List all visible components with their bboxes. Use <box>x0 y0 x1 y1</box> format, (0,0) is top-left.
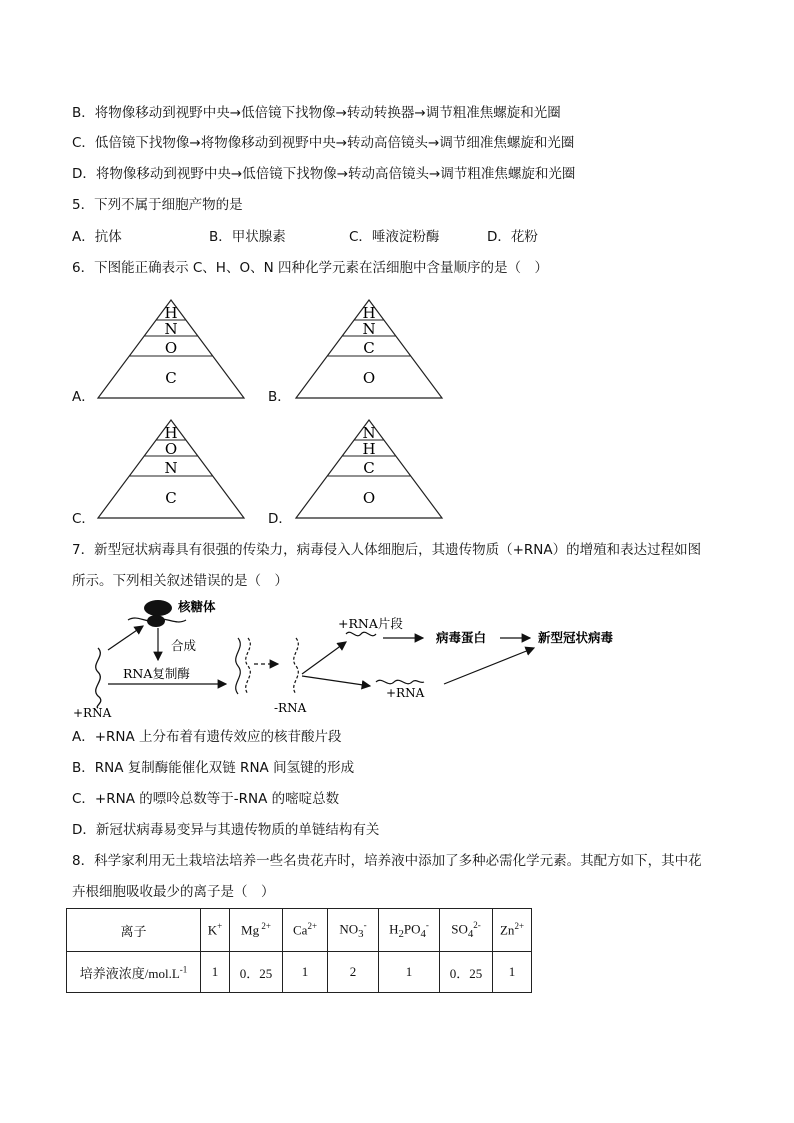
plus-rna-right-label: +RNA <box>386 686 425 700</box>
replicase-label: RNA复制酶 <box>123 666 190 681</box>
minus-rna-strand <box>294 638 299 694</box>
ion-cell: $Zn^{2+}$ <box>493 909 532 952</box>
q7-option-b: B．RNA 复制酶能催化双链 RNA 间氢键的形成 <box>72 760 355 776</box>
table-row <box>67 952 532 993</box>
minus-rna-label: -RNA <box>274 701 307 715</box>
q7-option-c: C．+RNA 的嘌呤总数等于-RNA 的嘧啶总数 <box>72 791 340 807</box>
q8-stem-line1: 8．科学家利用无土栽培法培养一些名贵花卉时，培养液中添加了多种必需化学元素。其配方如下，其中花 <box>72 853 702 869</box>
pyramid-b-layer-2: N <box>362 320 376 338</box>
pyramid-d <box>294 418 444 520</box>
pyramid-c <box>96 418 246 520</box>
value-cell: 1 <box>379 952 440 993</box>
pyramid-d-layer-2: H <box>362 440 376 458</box>
pyramid-a-layer-3: O <box>164 339 178 357</box>
q6-option-a-label: A． <box>72 389 95 405</box>
ion-concentration-table <box>66 908 532 993</box>
q7-option-a: A．+RNA 上分布着有遗传效应的核苷酸片段 <box>72 729 342 745</box>
pyramid-b-layer-3: C <box>363 339 375 357</box>
ion-cell: $NO_3^-$ <box>328 909 379 952</box>
double-strand-solid <box>236 638 241 694</box>
ion-cell: $H_2PO_4^-$ <box>379 909 440 952</box>
q7-option-d: D．新冠状病毒易变异与其遗传物质的单链结构有关 <box>72 822 380 838</box>
plus-rna-fragment-label: +RNA片段 <box>338 616 403 631</box>
q6-option-c-label: C． <box>72 511 95 527</box>
double-strand-dashed <box>246 638 251 694</box>
q6-stem: 6．下图能正确表示 C、H、O、N 四种化学元素在活细胞中含量顺序的是（ ） <box>72 260 548 276</box>
plus-rna-bottom-label: +RNA <box>73 706 112 720</box>
ribosome-label: 核糖体 <box>178 599 216 614</box>
value-cell: 2 <box>328 952 379 993</box>
table-header-concentration: 培养液浓度$/mol.L^{-1}$ <box>67 952 201 993</box>
pyramid-b-layer-4: O <box>362 369 376 387</box>
rna-replication-diagram <box>68 598 668 724</box>
q5-option-a: A．抗体 <box>72 229 122 245</box>
plus-rna-strand-left <box>96 648 101 708</box>
ion-cell: K+ <box>201 909 230 952</box>
ion-cell: $Ca^{2+}$ <box>283 909 328 952</box>
value-cell: 1 <box>493 952 532 993</box>
pyramid-c-layer-4: C <box>165 489 177 507</box>
value-cell: 1 <box>283 952 328 993</box>
q5-stem: 5．下列不属于细胞产物的是 <box>72 197 243 213</box>
pyramid-a-layer-2: N <box>164 320 178 338</box>
pyramid-a <box>96 298 246 400</box>
pyramid-a-layer-4: C <box>165 369 177 387</box>
q4-option-b: B．将物像移动到视野中央→低倍镜下找物像→转动转换器→调节粗准焦螺旋和光圈 <box>72 105 561 121</box>
pyramid-d-layer-1: N <box>362 424 376 442</box>
new-virus-label: 新型冠状病毒 <box>538 630 614 645</box>
q5-option-b: B．甲状腺素 <box>209 229 286 245</box>
pyramid-b <box>294 298 444 400</box>
q5-option-d: D．花粉 <box>487 229 538 245</box>
q7-stem-line1: 7．新型冠状病毒具有很强的传染力，病毒侵入人体细胞后，其遗传物质（+RNA）的增殖和表达过程如图 <box>72 542 702 558</box>
pyramid-a-layer-1: H <box>164 304 178 322</box>
value-cell: 0．25 <box>230 952 283 993</box>
q7-stem-line2: 所示。下列相关叙述错误的是（ ） <box>72 573 288 589</box>
pyramid-c-layer-2: O <box>164 440 178 458</box>
q4-option-c: C．低倍镜下找物像→将物像移动到视野中央→转动高倍镜头→调节细准焦螺旋和光圈 <box>72 135 575 151</box>
q5-options <box>72 228 538 246</box>
ribosome-icon <box>144 600 172 616</box>
q4-option-d: D．将物像移动到视野中央→低倍镜下找物像→转动高倍镜头→调节粗准焦螺旋和光圈 <box>72 166 576 182</box>
value-cell: 0．25 <box>440 952 493 993</box>
table-row <box>67 909 532 952</box>
pyramid-d-layer-4: O <box>362 489 376 507</box>
pyramid-b-layer-1: H <box>362 304 376 322</box>
pyramid-c-layer-1: H <box>164 424 178 442</box>
q5-option-c: C．唾液淀粉酶 <box>349 229 440 245</box>
ion-cell: $SO_4^{2-}$ <box>440 909 493 952</box>
value-cell: 1 <box>201 952 230 993</box>
synthesis-label: 合成 <box>171 638 197 653</box>
q6-option-b-label: B． <box>268 389 291 405</box>
viral-protein-label: 病毒蛋白 <box>436 630 487 645</box>
ion-cell: Mg $^{2+}$ <box>230 909 283 952</box>
q8-stem-line2: 卉根细胞吸收最少的离子是（ ） <box>72 884 275 900</box>
q6-option-d-label: D． <box>268 511 292 527</box>
pyramid-c-layer-3: N <box>164 459 178 477</box>
table-header-ion: 离子 <box>67 909 201 952</box>
pyramid-d-layer-3: C <box>363 459 375 477</box>
